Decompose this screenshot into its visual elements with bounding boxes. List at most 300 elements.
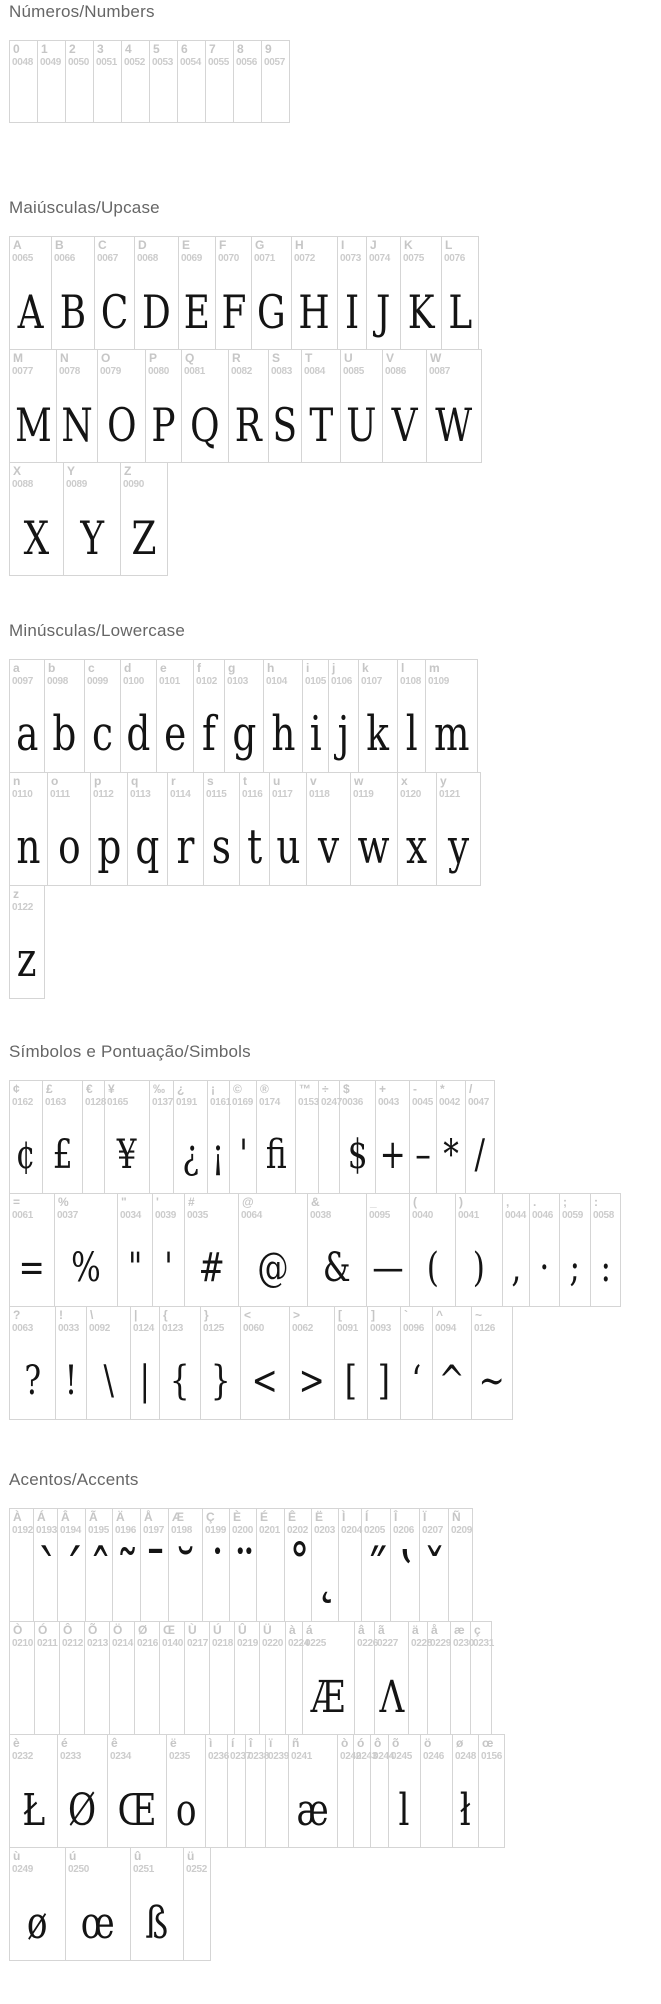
char-label: @ [242,1195,254,1209]
char-label: Î [394,1510,398,1524]
char-code: 0137 [152,1097,174,1108]
char-label: å [431,1623,438,1637]
char-code: 0072 [294,253,316,264]
char-glyph [355,1676,374,1720]
char-label: : [594,1195,598,1209]
glyph-cell [370,1734,395,1848]
char-glyph [153,1245,184,1291]
char-code: 0070 [218,253,240,264]
char-code: 0066 [54,253,76,264]
char-code: 0227 [377,1638,399,1649]
char-glyph-text: A [17,285,44,339]
char-code: 0083 [271,366,293,377]
glyph-row [9,1193,661,1307]
char-glyph-text: ˜ [116,1538,139,1606]
glyph-cell [432,1306,472,1420]
glyph-cell [9,1847,66,1961]
char-glyph [421,1789,452,1833]
glyph-cell [65,1847,131,1961]
glyph-cell [207,1080,230,1194]
section-title-symbols: Símbolos e Pontuação/Simbols [9,1042,251,1061]
glyph-cell [455,1193,503,1307]
glyph-cell [382,349,427,463]
glyph-cell [227,1734,252,1848]
char-glyph [10,932,44,988]
char-glyph [194,706,224,762]
char-glyph [339,1552,361,1587]
glyph-cell [301,349,341,463]
char-label: ï [269,1736,273,1750]
char-code: 0235 [169,1751,191,1762]
char-glyph [285,1538,311,1606]
char-label: 9 [265,42,272,56]
char-label: x [401,774,408,788]
char-label: g [228,661,236,675]
char-glyph [91,819,127,875]
char-glyph-text: K [407,285,435,339]
char-glyph [257,1132,295,1178]
glyph-cell [9,349,57,463]
char-code: 0113 [130,789,151,800]
glyph-cell [529,1193,560,1307]
char-glyph-text: N [61,398,93,452]
char-code: 0033 [58,1323,80,1334]
char-label: Á [37,1510,46,1524]
char-code: 0080 [148,366,170,377]
char-glyph [240,819,269,875]
char-code: 0093 [370,1323,392,1334]
glyph-cell [47,772,91,886]
char-glyph [270,819,306,875]
char-glyph-text: " [127,1245,143,1291]
char-glyph [389,1785,420,1836]
char-glyph [182,398,228,452]
char-glyph-text: } [210,1358,231,1404]
char-code: 0199 [205,1525,227,1536]
char-code: 0126 [474,1323,496,1334]
char-label: u [273,774,281,788]
char-code: 0088 [12,479,34,490]
char-label: Ü [263,1623,272,1637]
char-glyph-text: Y [80,511,104,565]
char-label: % [58,1195,69,1209]
char-glyph [437,819,480,875]
section-title-accents: Acentos/Accents [9,1470,139,1489]
char-glyph-text: v [317,819,340,875]
char-glyph [410,1245,455,1291]
char-label: m [429,661,440,675]
char-code: 0245 [391,1751,413,1762]
char-glyph [122,62,149,108]
char-glyph-text: n [16,819,41,875]
char-glyph [178,62,205,108]
char-code: 0207 [422,1525,444,1536]
char-code: 0061 [12,1210,34,1221]
char-label: j [332,661,336,675]
glyph-cell [269,772,307,886]
char-label: 2 [69,42,76,56]
glyph-cell [427,1621,451,1735]
char-glyph [135,285,178,339]
char-code: 0084 [304,366,326,377]
char-glyph-text: { [170,1358,190,1404]
glyph-cell [9,1080,43,1194]
glyph-cell [234,1621,260,1735]
glyph-cell [112,1508,141,1622]
glyph-cell [285,1621,310,1735]
char-label: M [13,351,23,365]
char-label: s [207,774,214,788]
char-label: î [249,1736,253,1750]
char-glyph-text: * [443,1132,459,1178]
glyph-cell [193,659,225,773]
glyph-cell [181,349,229,463]
char-glyph [234,62,261,108]
char-glyph-text: q [135,819,160,875]
char-glyph-text: k [366,706,390,762]
char-code: 0064 [241,1210,263,1221]
char-glyph-text: l [399,1785,410,1836]
char-glyph [341,398,382,452]
section-symbols [9,1042,661,1420]
char-glyph [160,1358,200,1404]
char-code: 0169 [232,1097,254,1108]
glyph-row [9,1621,661,1735]
char-label: ö [424,1736,432,1750]
char-glyph-text: Œ [117,1785,157,1836]
char-glyph [160,1676,184,1720]
char-label: t [243,774,247,788]
char-code: 0076 [444,253,466,264]
char-glyph-text: r [176,819,195,875]
char-glyph [58,1785,107,1836]
char-code: 0238 [248,1751,270,1762]
glyph-row [9,1847,661,1961]
char-label: ñ [292,1736,300,1750]
glyph-cell [104,1080,150,1194]
char-glyph [10,1785,57,1836]
char-code: 0163 [45,1097,67,1108]
char-glyph-text: a [15,706,39,762]
glyph-cell [375,1080,410,1194]
char-glyph-text: ¨ [233,1538,256,1606]
char-label: ™ [299,1082,311,1096]
char-glyph [290,1358,334,1404]
glyph-cell [374,1621,409,1735]
glyph-cell [202,1508,230,1622]
char-code: 0218 [212,1638,234,1649]
char-code: 0110 [12,789,33,800]
char-label: Ë [315,1510,324,1524]
char-glyph [375,1672,408,1723]
char-glyph-text: ¢ [16,1132,36,1178]
char-code: 0226 [357,1638,379,1649]
char-label: i [306,661,310,675]
glyph-cell [57,1508,86,1622]
section-title-upcase: Maiúsculas/Upcase [9,198,160,217]
char-label: . [533,1195,537,1209]
char-glyph-text: Ø [68,1785,97,1836]
glyph-cell [400,236,442,350]
char-code: 0213 [87,1638,109,1649]
char-glyph [560,1245,590,1291]
glyph-row [9,772,661,886]
char-glyph [239,1245,307,1291]
char-label: ä [412,1623,419,1637]
char-label: b [48,661,56,675]
glyph-cell [334,1306,368,1420]
char-code: 0125 [203,1323,225,1334]
char-label: Å [144,1510,153,1524]
char-glyph-text: > [298,1358,326,1404]
glyph-cell [302,1621,355,1735]
char-code: 0239 [268,1751,290,1762]
char-code: 0197 [143,1525,165,1536]
glyph-cell [209,1621,235,1735]
char-label: Ó [38,1623,48,1637]
glyph-cell [425,659,478,773]
char-glyph [146,398,181,452]
char-code: 0211 [37,1638,58,1649]
char-label: Ô [63,1623,73,1637]
char-label: ò [341,1736,349,1750]
glyph-grid-lowercase [9,659,661,999]
char-label: T [305,351,313,365]
char-code: 0078 [59,366,81,377]
char-glyph [383,398,426,452]
char-glyph [266,1789,288,1833]
char-code: 0038 [310,1210,332,1221]
glyph-cell [82,1080,105,1194]
glyph-row [9,659,661,773]
char-glyph [110,1676,134,1720]
char-label: & [311,1195,320,1209]
char-glyph [338,1789,353,1833]
char-glyph [308,1245,366,1291]
char-code: 0174 [259,1097,281,1108]
glyph-row [9,1734,661,1848]
char-label: N [60,351,69,365]
char-code: 0077 [12,366,34,377]
glyph-cell [168,1508,203,1622]
char-code: 0229 [430,1638,452,1649]
glyph-grid-accents [9,1508,661,1961]
char-label: © [233,1082,242,1096]
char-glyph [167,1785,205,1836]
char-code: 0052 [124,57,146,68]
glyph-cell [9,1193,55,1307]
char-glyph [530,1245,559,1291]
char-glyph-text: l [405,706,418,762]
char-glyph [10,706,44,762]
char-code: 0195 [88,1525,110,1536]
char-glyph-text: m [433,706,470,762]
char-glyph-text: e [163,706,187,762]
char-glyph [121,706,156,762]
char-code: 0085 [343,366,365,377]
char-glyph [121,511,167,565]
char-code: 0106 [331,676,353,687]
char-label: Ì [342,1510,346,1524]
char-glyph [10,62,37,108]
char-glyph [60,1676,84,1720]
char-code: 0161 [210,1097,232,1108]
char-glyph-text: ˛ [315,1538,338,1606]
char-glyph-text: ˚ [288,1538,311,1606]
char-label: é [61,1736,68,1750]
char-glyph [230,1538,256,1606]
char-glyph-text: I [344,285,360,339]
char-glyph-text: ; [569,1245,581,1291]
char-glyph [307,819,350,875]
char-label: , [506,1195,510,1209]
char-label: p [94,774,102,788]
char-code: 0053 [152,57,174,68]
char-code: 0042 [439,1097,461,1108]
char-glyph [86,1538,112,1606]
char-code: 0046 [532,1210,554,1221]
glyph-cell [291,236,338,350]
char-code: 0048 [12,57,34,68]
char-code: 0101 [159,676,181,687]
char-glyph-text: X [23,511,50,565]
char-glyph-text: y [447,819,470,875]
char-glyph-text: / [474,1132,486,1178]
char-label: d [124,661,132,675]
char-glyph-text: o [57,819,81,875]
glyph-cell [120,659,157,773]
char-glyph [55,1245,117,1291]
char-label: R [232,351,241,365]
char-label: ; [563,1195,567,1209]
char-code: 0094 [435,1323,457,1334]
char-glyph [10,1552,33,1587]
section-lowercase [9,621,661,999]
glyph-cell [261,40,290,123]
glyph-cell [156,659,194,773]
char-code: 0119 [353,789,374,800]
glyph-cell [339,1080,376,1194]
char-glyph-text: ! [64,1358,78,1404]
glyph-row [9,40,661,123]
char-glyph [10,1132,42,1178]
glyph-cell [426,349,482,463]
char-glyph-text: ˇ [423,1538,446,1606]
glyph-cell [409,1080,437,1194]
char-code: 0201 [259,1525,281,1536]
char-glyph [228,1789,245,1833]
char-glyph [362,1538,390,1606]
char-glyph-text: < [251,1358,279,1404]
char-label: ú [69,1849,77,1863]
glyph-cell [397,772,437,886]
glyph-cell [173,1080,208,1194]
char-glyph [368,1358,400,1404]
char-code: 0128 [85,1097,107,1108]
char-code: 0206 [393,1525,415,1536]
char-label: £ [46,1082,53,1096]
char-code: 0099 [87,676,109,687]
char-glyph-text: ˘ [174,1538,197,1606]
glyph-cell [51,236,95,350]
char-code: 0107 [361,676,383,687]
char-glyph-text: i [309,706,322,762]
char-label: z [13,887,19,901]
glyph-cell [238,1193,308,1307]
char-code: 0193 [36,1525,58,1536]
char-glyph [367,1245,409,1291]
char-glyph-text: Λ [379,1672,404,1723]
char-glyph-text: U [346,398,377,452]
char-glyph [296,1135,318,1175]
char-code: 0248 [455,1751,477,1762]
char-code: 0034 [120,1210,142,1221]
char-code: 0051 [96,57,118,68]
char-glyph-text: $ [347,1132,368,1178]
char-code: 0200 [232,1525,254,1536]
char-label: õ [392,1736,400,1750]
char-glyph [85,1676,109,1720]
char-glyph [105,1132,149,1178]
glyph-cell [42,1080,83,1194]
glyph-cell [55,1306,87,1420]
char-glyph-text: ˆ [89,1538,112,1606]
char-label: U [344,351,353,365]
char-label: } [204,1308,209,1322]
char-glyph [150,1135,173,1175]
char-label: O [101,351,111,365]
glyph-cell [328,659,359,773]
char-glyph-text: æ [296,1785,330,1836]
char-code: 0108 [400,676,422,687]
char-code: 0098 [47,676,69,687]
glyph-cell [302,659,329,773]
char-code: 0056 [236,57,258,68]
char-label: ` [404,1308,408,1322]
glyph-cell [183,1847,211,1961]
glyph-cell [84,1621,110,1735]
char-code: 0219 [237,1638,259,1649]
char-glyph [208,1132,229,1178]
char-glyph-text: t [246,819,263,875]
char-label: Ø [138,1623,148,1637]
glyph-cell [34,1621,60,1735]
char-glyph-text: | [139,1358,151,1404]
glyph-grid-numbers [9,40,661,123]
glyph-cell [306,772,351,886]
glyph-cell [117,1193,153,1307]
glyph-cell [215,236,252,350]
char-glyph [591,1245,620,1291]
char-code: 0228 [411,1638,433,1649]
char-glyph [10,819,47,875]
char-code: 0232 [12,1751,34,1762]
char-label: Ä [116,1510,125,1524]
char-glyph-text: Æ [311,1672,346,1723]
char-label: Í [365,1510,369,1524]
char-code: 0103 [227,676,249,687]
char-label: 1 [41,42,48,56]
glyph-cell [419,1508,449,1622]
glyph-cell [90,772,128,886]
char-label: ã [378,1623,385,1637]
char-glyph-text: ß [145,1898,169,1949]
char-glyph-text: ? [24,1358,41,1404]
char-label: ë [170,1736,177,1750]
char-label: ¡ [211,1082,215,1096]
char-glyph [427,398,481,452]
char-label: ( [413,1195,417,1209]
